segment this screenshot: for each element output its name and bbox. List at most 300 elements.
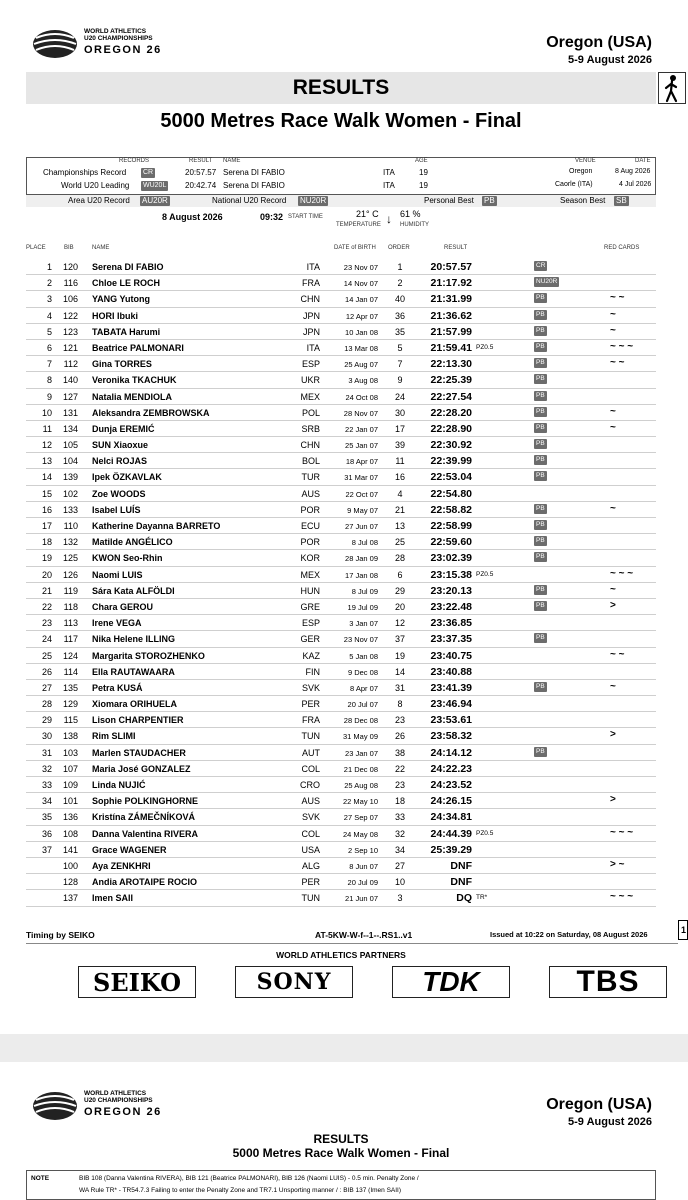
place: 17 bbox=[41, 521, 52, 531]
place: 35 bbox=[41, 812, 52, 823]
result-time: 23:15.38 bbox=[430, 568, 472, 581]
nationality: ECU bbox=[300, 521, 320, 531]
place: 12 bbox=[41, 440, 52, 451]
humidity-label: HUMIDITY bbox=[400, 222, 429, 228]
result-time: 24:44.39 bbox=[430, 827, 472, 840]
bib: 120 bbox=[62, 262, 78, 272]
start-order: 34 bbox=[394, 844, 405, 855]
nationality: ESP bbox=[301, 618, 320, 629]
red-cards: > ~ bbox=[610, 858, 625, 870]
athlete-name: Sára Kata ALFÖLDI bbox=[92, 585, 175, 596]
temperature-label: TEMPERATURE bbox=[336, 222, 381, 228]
place: 15 bbox=[41, 488, 52, 499]
date-of-birth: 8 Jun 07 bbox=[349, 861, 378, 871]
bib: 100 bbox=[62, 860, 78, 871]
red-cards: ~ ~ ~ bbox=[610, 340, 634, 352]
issued-timestamp: Issued at 10:22 on Saturday, 08 August 2026 bbox=[490, 930, 648, 939]
red-cards: ~ ~ bbox=[610, 648, 625, 660]
temperature-value: 21° C bbox=[356, 209, 379, 219]
red-cards: ~ bbox=[610, 502, 616, 514]
bib: 105 bbox=[62, 440, 78, 451]
result-row bbox=[26, 275, 656, 291]
nationality: JPN bbox=[302, 310, 320, 321]
place: 10 bbox=[41, 407, 52, 418]
athlete-name: TABATA Harumi bbox=[92, 326, 161, 337]
nationality: ALG bbox=[301, 860, 320, 871]
document-code: AT-5KW-W-f--1--.RS1..v1 bbox=[315, 930, 413, 940]
bib: 103 bbox=[62, 747, 78, 758]
col-dob: DATE of BIRTH bbox=[334, 245, 376, 251]
red-cards: > bbox=[610, 599, 616, 611]
athlete-name: Isabel LUÍS bbox=[92, 504, 141, 515]
athlete-name: Imen SAII bbox=[92, 893, 134, 904]
athlete-name: Lison CHARPENTIER bbox=[92, 715, 184, 726]
footer-divider bbox=[26, 943, 678, 944]
col-result: RESULT bbox=[444, 245, 468, 251]
result-time: 23:46.94 bbox=[430, 698, 472, 711]
record-badge: PB bbox=[536, 747, 545, 755]
nationality: POL bbox=[301, 407, 320, 418]
date-of-birth: 12 Apr 07 bbox=[345, 311, 378, 321]
athlete-name: YANG Yutong bbox=[92, 294, 151, 305]
start-order: 31 bbox=[394, 682, 405, 693]
nationality: ITA bbox=[306, 342, 320, 353]
athlete-name: Katherine Dayanna BARRETO bbox=[92, 521, 221, 531]
venue-city: Oregon (USA) bbox=[546, 1096, 652, 1113]
date-of-birth: 9 May 07 bbox=[347, 505, 378, 515]
bib: 108 bbox=[62, 828, 78, 839]
bib: 102 bbox=[62, 488, 78, 499]
record-nat: ITA bbox=[383, 181, 395, 190]
result-time: 24:22.23 bbox=[430, 762, 472, 775]
result-time: 22:39.99 bbox=[430, 455, 472, 468]
result-time: 24:14.12 bbox=[430, 746, 472, 759]
bib: 128 bbox=[62, 877, 78, 888]
col-red-cards: RED CARDS bbox=[604, 245, 640, 251]
col-bib: BIB bbox=[64, 245, 74, 251]
place: 37 bbox=[41, 844, 52, 855]
start-order: 5 bbox=[397, 342, 403, 353]
date-of-birth: 8 Apr 07 bbox=[350, 683, 378, 693]
result-time: 21:31.99 bbox=[430, 293, 472, 306]
col-order: ORDER bbox=[388, 245, 410, 251]
bib: 140 bbox=[62, 375, 78, 386]
record-badge: CR bbox=[143, 169, 154, 176]
start-order: 14 bbox=[394, 666, 405, 677]
place: 30 bbox=[41, 731, 52, 742]
logo-text-line1: WORLD ATHLETICS bbox=[84, 1090, 147, 1097]
nationality: MEX bbox=[300, 391, 320, 402]
record-date: 8 Aug 2026 bbox=[615, 168, 651, 175]
result-row bbox=[26, 405, 656, 421]
result-row bbox=[26, 712, 656, 728]
athlete-name: Margarita STOROZHENKO bbox=[92, 650, 205, 661]
result-row bbox=[26, 648, 656, 664]
nationality: KAZ bbox=[302, 650, 320, 661]
nationality: FRA bbox=[302, 278, 320, 289]
record-badge: PB bbox=[536, 456, 545, 464]
nationality: ESP bbox=[301, 359, 320, 370]
nationality: FIN bbox=[305, 666, 320, 677]
date-of-birth: 28 Dec 08 bbox=[343, 716, 378, 726]
nationality: USA bbox=[301, 844, 320, 855]
date-of-birth: 8 Jul 09 bbox=[351, 586, 378, 596]
result-time: 23:22.48 bbox=[430, 600, 472, 613]
result-time: 22:54.80 bbox=[430, 487, 472, 500]
partner-tbs-logo: TBS bbox=[549, 966, 667, 998]
timing-credit: Timing by SEIKO bbox=[26, 930, 95, 940]
globe-logo-icon bbox=[30, 28, 80, 60]
athlete-name: Petra KUSÁ bbox=[92, 682, 143, 693]
results-heading: RESULTS bbox=[292, 76, 390, 99]
red-cards: ~ ~ ~ bbox=[610, 567, 634, 579]
athlete-name: Chloe LE ROCH bbox=[92, 278, 161, 289]
championships-logo bbox=[30, 1088, 170, 1124]
start-order: 30 bbox=[394, 407, 405, 418]
record-badge: PB bbox=[536, 634, 545, 642]
bib: 115 bbox=[63, 715, 78, 726]
bib: 104 bbox=[62, 456, 78, 467]
place: 13 bbox=[41, 456, 52, 467]
penalty-note: TR* bbox=[476, 894, 488, 902]
records-header: RECORDS bbox=[119, 158, 150, 164]
place: 1 bbox=[46, 262, 52, 272]
result-row bbox=[26, 890, 656, 906]
place: 36 bbox=[41, 828, 52, 839]
place: 14 bbox=[41, 472, 52, 483]
event-title: 5000 Metres Race Walk Women - Final bbox=[160, 110, 522, 132]
athlete-name: Irene VEGA bbox=[92, 618, 142, 629]
date-of-birth: 20 Jul 09 bbox=[347, 878, 378, 888]
record-badge: PB bbox=[536, 423, 545, 431]
nationality: ITA bbox=[306, 262, 320, 272]
result-time: DNF bbox=[450, 876, 472, 889]
date-of-birth: 23 Jan 07 bbox=[345, 748, 378, 758]
result-time: 23:40.75 bbox=[430, 649, 472, 662]
athlete-name: Xiomara ORIHUELA bbox=[92, 699, 178, 710]
bib: 109 bbox=[62, 780, 78, 790]
red-cards: ~ ~ bbox=[610, 292, 625, 304]
result-row bbox=[26, 680, 656, 696]
record-age: 19 bbox=[419, 181, 428, 190]
start-order: 3 bbox=[397, 893, 403, 904]
result-time: 22:27.54 bbox=[430, 390, 472, 403]
bib: 123 bbox=[62, 326, 78, 337]
start-order: 8 bbox=[397, 699, 403, 710]
legend-national-label: National U20 Record bbox=[212, 196, 287, 205]
result-row bbox=[26, 777, 656, 793]
logo-text-line2: U20 CHAMPIONSHIPS bbox=[84, 35, 153, 42]
record-badge: PB bbox=[536, 440, 545, 448]
start-order: 12 bbox=[394, 618, 405, 629]
bib: 106 bbox=[62, 294, 78, 305]
nationality: GRE bbox=[300, 601, 320, 612]
result-time: 21:36.62 bbox=[430, 309, 472, 322]
start-order: 33 bbox=[394, 812, 405, 823]
start-order: 37 bbox=[394, 634, 405, 645]
result-row bbox=[26, 599, 656, 615]
nationality: SVK bbox=[301, 682, 320, 693]
athlete-name: Matilde ANGÉLICO bbox=[92, 537, 173, 548]
thermometer-icon: ↓ bbox=[386, 212, 392, 226]
nationality: SRB bbox=[301, 423, 320, 434]
result-row bbox=[26, 356, 656, 372]
logo-text-line2: U20 CHAMPIONSHIPS bbox=[84, 1097, 153, 1104]
nationality: CHN bbox=[300, 440, 320, 451]
result-time: 23:41.39 bbox=[430, 681, 472, 694]
result-time: 22:28.90 bbox=[430, 422, 472, 435]
bib: 116 bbox=[63, 278, 78, 289]
record-badge: PB bbox=[536, 391, 545, 399]
start-order: 35 bbox=[394, 326, 405, 337]
result-time: 23:37.35 bbox=[430, 633, 472, 646]
bib: 112 bbox=[63, 359, 78, 370]
athlete-name: Danna Valentina RIVERA bbox=[92, 828, 199, 839]
place: 16 bbox=[41, 504, 52, 515]
record-badge: PB bbox=[536, 504, 545, 512]
nationality: MEX bbox=[300, 569, 320, 580]
athlete-name: Aleksandra ZEMBROWSKA bbox=[92, 407, 210, 418]
legend-area-badge: AU20R bbox=[142, 196, 168, 205]
bib: 119 bbox=[63, 585, 78, 596]
result-time: 23:36.85 bbox=[430, 617, 472, 630]
result-row bbox=[26, 809, 656, 825]
date-of-birth: 25 Jan 07 bbox=[345, 441, 378, 451]
place: 8 bbox=[46, 375, 52, 386]
partner-sony-logo: SONY bbox=[235, 966, 353, 998]
start-order: 40 bbox=[394, 294, 405, 305]
record-row-cr bbox=[27, 167, 657, 179]
start-order: 23 bbox=[394, 715, 405, 726]
legend-national-badge: NU20R bbox=[300, 196, 327, 205]
date-of-birth: 27 Sep 07 bbox=[343, 813, 378, 823]
start-order: 26 bbox=[394, 731, 405, 742]
record-name: Serena DI FABIO bbox=[223, 181, 285, 190]
bib: 124 bbox=[62, 650, 78, 661]
humidity-value: 61 % bbox=[400, 209, 421, 219]
bib: 129 bbox=[62, 699, 78, 710]
result-row bbox=[26, 259, 656, 275]
competition-date: 8 August 2026 bbox=[162, 212, 223, 222]
date-of-birth: 28 Jan 09 bbox=[345, 554, 378, 564]
record-badge: PB bbox=[536, 359, 545, 367]
result-time: DQ bbox=[456, 892, 472, 905]
bib: 127 bbox=[62, 391, 78, 402]
record-badge: PB bbox=[536, 326, 545, 334]
result-time: 25:39.29 bbox=[430, 843, 472, 856]
record-badge: PB bbox=[536, 521, 545, 528]
athlete-name: Marlen STAUDACHER bbox=[92, 747, 186, 758]
record-badge: CR bbox=[536, 262, 546, 269]
place: 27 bbox=[41, 682, 52, 693]
red-cards: ~ bbox=[610, 583, 616, 595]
date-of-birth: 18 Apr 07 bbox=[345, 457, 378, 467]
start-order: 21 bbox=[394, 504, 405, 515]
start-order: 20 bbox=[394, 601, 405, 612]
record-badge: PB bbox=[536, 682, 545, 690]
nationality: SVK bbox=[301, 812, 320, 823]
start-order: 29 bbox=[394, 585, 405, 596]
logo-text-line3: OREGON 26 bbox=[84, 1106, 162, 1118]
nationality: AUS bbox=[301, 796, 320, 807]
place: 31 bbox=[41, 747, 52, 758]
result-time: 22:58.82 bbox=[430, 503, 472, 516]
result-row bbox=[26, 324, 656, 340]
race-walker-icon bbox=[658, 72, 686, 104]
record-venue: Oregon bbox=[569, 168, 593, 175]
result-time: 23:02.39 bbox=[430, 552, 472, 565]
record-badge: PB bbox=[536, 585, 545, 593]
place: 24 bbox=[41, 634, 52, 645]
bib: 132 bbox=[62, 537, 78, 548]
records-venue-header: VENUE bbox=[575, 158, 596, 164]
nationality: POR bbox=[300, 537, 320, 548]
result-row bbox=[26, 389, 656, 405]
date-of-birth: 19 Jul 09 bbox=[347, 602, 378, 612]
date-of-birth: 31 Mar 07 bbox=[344, 473, 378, 483]
athlete-name: Andia AROTAIPE ROCIO bbox=[92, 877, 198, 888]
date-of-birth: 8 Jul 08 bbox=[351, 538, 378, 548]
result-row bbox=[26, 437, 656, 453]
result-time: 21:59.41 bbox=[430, 341, 472, 354]
result-time: 23:58.32 bbox=[430, 730, 472, 743]
place: 21 bbox=[41, 585, 52, 596]
place: 9 bbox=[46, 391, 52, 402]
result-time: 23:20.13 bbox=[430, 584, 472, 597]
record-legend bbox=[26, 194, 656, 207]
athlete-name: Zoe WOODS bbox=[92, 488, 146, 499]
note-box bbox=[26, 1170, 656, 1200]
place: 18 bbox=[41, 537, 52, 548]
date-of-birth: 23 Nov 07 bbox=[343, 635, 378, 645]
globe-logo-icon bbox=[30, 1090, 80, 1122]
records-name-header: NAME bbox=[223, 158, 241, 164]
record-badge: PB bbox=[536, 537, 545, 545]
result-time: 23:53.61 bbox=[430, 714, 472, 727]
nationality: JPN bbox=[302, 326, 320, 337]
athlete-name: Linda NUJIĆ bbox=[92, 780, 146, 790]
legend-sb-label: Season Best bbox=[560, 196, 606, 205]
nationality: CHN bbox=[300, 294, 320, 305]
place: 28 bbox=[41, 699, 52, 710]
result-time: DNF bbox=[450, 859, 472, 872]
start-order: 11 bbox=[395, 456, 405, 467]
athlete-name: Aya ZENKHRI bbox=[92, 860, 151, 871]
start-order: 18 bbox=[394, 796, 405, 807]
start-order: 25 bbox=[394, 537, 405, 548]
date-of-birth: 3 Aug 08 bbox=[348, 376, 378, 386]
legend-area-label: Area U20 Record bbox=[68, 196, 130, 205]
nationality: TUN bbox=[301, 731, 320, 742]
red-cards: ~ bbox=[610, 680, 616, 692]
legend-sb-badge: SB bbox=[616, 196, 627, 205]
athlete-name: Sophie POLKINGHORNE bbox=[92, 796, 199, 807]
record-date: 4 Jul 2026 bbox=[619, 181, 652, 188]
records-age-header: AGE bbox=[415, 158, 428, 164]
date-of-birth: 22 May 10 bbox=[342, 797, 378, 807]
start-order: 36 bbox=[394, 310, 405, 321]
start-order: 27 bbox=[394, 860, 405, 871]
records-date-header: DATE bbox=[635, 158, 651, 164]
result-time: 22:13.30 bbox=[430, 358, 472, 371]
bib: 141 bbox=[62, 844, 78, 855]
start-order: 28 bbox=[394, 553, 405, 564]
result-row bbox=[26, 728, 656, 744]
athlete-name: Rim SLIMI bbox=[92, 731, 136, 742]
athlete-name: Serena DI FABIO bbox=[92, 262, 164, 272]
result-time: 21:57.99 bbox=[430, 325, 472, 338]
result-row bbox=[26, 291, 656, 307]
date-of-birth: 10 Jan 08 bbox=[345, 327, 378, 337]
result-row bbox=[26, 469, 656, 485]
place: 20 bbox=[41, 569, 52, 580]
date-of-birth: 5 Jan 08 bbox=[349, 651, 378, 661]
nationality: GER bbox=[300, 634, 320, 645]
records-result-header: RESULT bbox=[189, 158, 213, 164]
result-row bbox=[26, 308, 656, 324]
result-time: 23:40.88 bbox=[430, 665, 472, 678]
record-badge: PB bbox=[536, 294, 545, 302]
result-time: 22:53.04 bbox=[430, 471, 472, 484]
bib: 126 bbox=[62, 569, 78, 580]
record-label: Championships Record bbox=[43, 168, 127, 177]
result-row bbox=[26, 842, 656, 858]
result-row bbox=[26, 745, 656, 761]
logo-text-line1: WORLD ATHLETICS bbox=[84, 28, 147, 35]
date-of-birth: 28 Nov 07 bbox=[343, 408, 378, 418]
date-of-birth: 2 Sep 10 bbox=[347, 845, 378, 855]
start-order: 23 bbox=[394, 780, 405, 790]
result-row bbox=[26, 583, 656, 599]
red-cards: ~ ~ ~ bbox=[610, 891, 634, 903]
athlete-name: Natalia MENDIOLA bbox=[92, 391, 173, 402]
result-row bbox=[26, 793, 656, 809]
date-of-birth: 23 Nov 07 bbox=[343, 263, 378, 272]
date-of-birth: 25 Aug 07 bbox=[344, 360, 378, 370]
venue-dates: 5-9 August 2026 bbox=[568, 54, 652, 66]
nationality: FRA bbox=[302, 715, 320, 726]
result-time: 22:58.99 bbox=[430, 520, 472, 532]
result-row bbox=[26, 518, 656, 534]
start-order: 1 bbox=[397, 262, 403, 272]
place: 23 bbox=[41, 618, 52, 629]
result-time: 22:25.39 bbox=[430, 374, 472, 387]
nationality: TUN bbox=[301, 893, 320, 904]
red-cards: ~ bbox=[610, 324, 616, 336]
record-name: Serena DI FABIO bbox=[223, 168, 285, 177]
place: 32 bbox=[41, 763, 52, 774]
nationality: KOR bbox=[300, 553, 320, 564]
record-badge: WU20L bbox=[143, 182, 167, 189]
athlete-name: SUN Xiaoxue bbox=[92, 440, 149, 451]
athlete-name: Veronika TKACHUK bbox=[92, 375, 177, 386]
record-age: 19 bbox=[419, 168, 428, 177]
bib: 136 bbox=[62, 812, 78, 823]
nationality: PER bbox=[301, 877, 320, 888]
record-badge: PB bbox=[536, 553, 545, 561]
bib: 110 bbox=[63, 521, 78, 531]
date-of-birth: 14 Nov 07 bbox=[343, 279, 378, 289]
athlete-name: Maria José GONZALEZ bbox=[92, 763, 191, 774]
result-time: 20:57.57 bbox=[430, 261, 472, 273]
venue-dates: 5-9 August 2026 bbox=[568, 1116, 652, 1128]
start-order: 13 bbox=[394, 521, 405, 531]
athlete-name: Nika Helene ILLING bbox=[92, 634, 176, 645]
result-time: 22:59.60 bbox=[430, 536, 472, 549]
start-order: 32 bbox=[394, 828, 405, 839]
place: 26 bbox=[41, 666, 52, 677]
athlete-name: KWON Seo-Rhin bbox=[92, 553, 163, 564]
